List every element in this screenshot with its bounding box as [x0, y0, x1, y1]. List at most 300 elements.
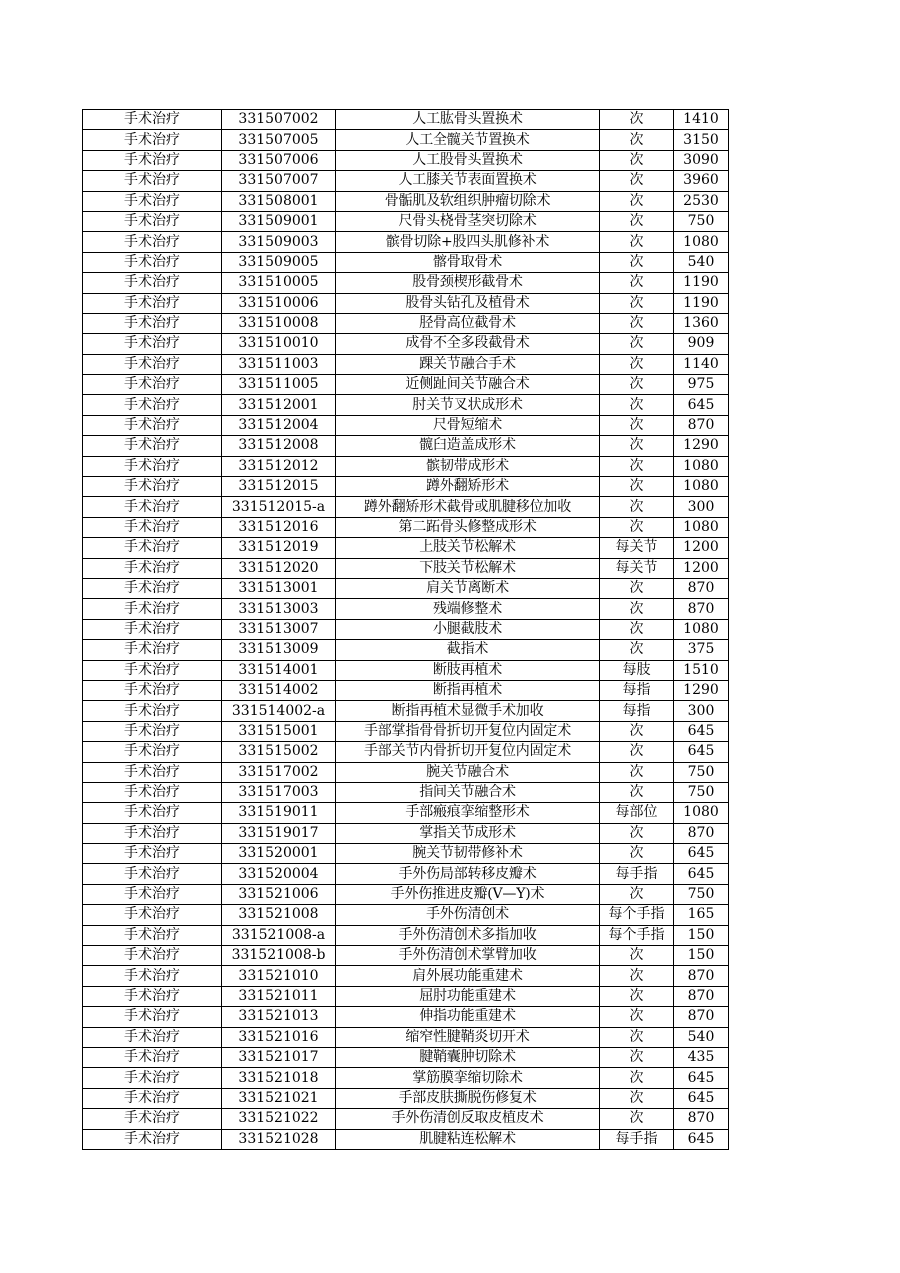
price-cell[interactable]: 645	[674, 742, 729, 762]
table-row	[83, 171, 729, 191]
item-name-cell[interactable]: 断肢再植术	[336, 660, 600, 680]
category-cell[interactable]: 手术治疗	[83, 1007, 222, 1027]
unit-cell[interactable]: 次	[600, 844, 674, 864]
unit-cell[interactable]: 次	[600, 477, 674, 497]
item-name-cell[interactable]: 手外伤推进皮瓣(V—Y)术	[336, 884, 600, 904]
table-row	[83, 864, 729, 884]
category-cell[interactable]: 手术治疗	[83, 660, 222, 680]
table-row	[83, 803, 729, 823]
item-name-cell[interactable]: 人工膝关节表面置换术	[336, 171, 600, 191]
unit-cell[interactable]: 次	[600, 313, 674, 333]
table-row	[83, 477, 729, 497]
category-cell[interactable]: 手术治疗	[83, 619, 222, 639]
price-cell[interactable]: 975	[674, 375, 729, 395]
code-cell[interactable]: 331521016	[222, 1027, 336, 1047]
price-cell[interactable]: 750	[674, 884, 729, 904]
unit-cell[interactable]: 次	[600, 1088, 674, 1108]
category-cell[interactable]: 手术治疗	[83, 701, 222, 721]
table-body	[83, 110, 729, 1150]
category-cell[interactable]: 手术治疗	[83, 1027, 222, 1047]
unit-cell[interactable]: 次	[600, 986, 674, 1006]
item-name-cell[interactable]: 断指再植术	[336, 680, 600, 700]
table-row	[83, 619, 729, 639]
category-cell[interactable]: 手术治疗	[83, 538, 222, 558]
item-name-cell[interactable]: 人工肱骨头置换术	[336, 110, 600, 130]
unit-cell[interactable]: 次	[600, 273, 674, 293]
category-cell[interactable]: 手术治疗	[83, 946, 222, 966]
category-cell[interactable]: 手术治疗	[83, 313, 222, 333]
price-cell[interactable]: 645	[674, 1129, 729, 1149]
table-row	[83, 905, 729, 925]
code-cell[interactable]: 331521010	[222, 966, 336, 986]
category-cell[interactable]: 手术治疗	[83, 477, 222, 497]
price-cell[interactable]: 1080	[674, 477, 729, 497]
category-cell[interactable]: 手术治疗	[83, 211, 222, 231]
category-cell[interactable]: 手术治疗	[83, 864, 222, 884]
price-cell[interactable]: 645	[674, 721, 729, 741]
item-name-cell[interactable]: 残端修整术	[336, 599, 600, 619]
price-cell[interactable]: 1190	[674, 273, 729, 293]
item-name-cell[interactable]: 肌腱粘连松解术	[336, 1129, 600, 1149]
category-cell[interactable]: 手术治疗	[83, 232, 222, 252]
category-cell[interactable]: 手术治疗	[83, 273, 222, 293]
item-name-cell[interactable]: 小腿截肢术	[336, 619, 600, 639]
category-cell[interactable]: 手术治疗	[83, 558, 222, 578]
unit-cell[interactable]: 次	[600, 232, 674, 252]
price-cell[interactable]: 870	[674, 415, 729, 435]
code-cell[interactable]: 331521013	[222, 1007, 336, 1027]
category-cell[interactable]: 手术治疗	[83, 354, 222, 374]
item-name-cell[interactable]: 成骨不全多段截骨术	[336, 334, 600, 354]
price-cell[interactable]: 870	[674, 599, 729, 619]
unit-cell[interactable]: 每个手指	[600, 925, 674, 945]
category-cell[interactable]: 手术治疗	[83, 497, 222, 517]
price-cell[interactable]: 435	[674, 1047, 729, 1067]
item-name-cell[interactable]: 指间关节融合术	[336, 782, 600, 802]
item-name-cell[interactable]: 手部关节内骨折切开复位内固定术	[336, 742, 600, 762]
unit-cell[interactable]: 次	[600, 110, 674, 130]
table-row	[83, 1129, 729, 1149]
code-cell[interactable]: 331515002	[222, 742, 336, 762]
unit-cell[interactable]: 次	[600, 1109, 674, 1129]
price-cell[interactable]: 1290	[674, 680, 729, 700]
item-name-cell[interactable]: 掌筋膜挛缩切除术	[336, 1068, 600, 1088]
table-row	[83, 313, 729, 333]
code-cell[interactable]: 331512016	[222, 517, 336, 537]
unit-cell[interactable]: 次	[600, 578, 674, 598]
item-name-cell[interactable]: 髂骨取骨术	[336, 252, 600, 272]
item-name-cell[interactable]: 人工股骨头置换术	[336, 150, 600, 170]
table-row	[83, 191, 729, 211]
price-cell[interactable]: 300	[674, 701, 729, 721]
code-cell[interactable]: 331507007	[222, 171, 336, 191]
category-cell[interactable]: 手术治疗	[83, 1088, 222, 1108]
table-row	[83, 966, 729, 986]
price-cell[interactable]: 300	[674, 497, 729, 517]
price-cell[interactable]: 645	[674, 395, 729, 415]
code-cell[interactable]: 331512001	[222, 395, 336, 415]
unit-cell[interactable]: 次	[600, 742, 674, 762]
unit-cell[interactable]: 次	[600, 191, 674, 211]
unit-cell[interactable]: 每指	[600, 680, 674, 700]
table-row	[83, 497, 729, 517]
unit-cell[interactable]: 次	[600, 599, 674, 619]
price-cell[interactable]: 750	[674, 782, 729, 802]
category-cell[interactable]: 手术治疗	[83, 517, 222, 537]
table-row	[83, 578, 729, 598]
table-row	[83, 517, 729, 537]
unit-cell[interactable]: 次	[600, 171, 674, 191]
code-cell[interactable]: 331507002	[222, 110, 336, 130]
price-cell[interactable]: 150	[674, 925, 729, 945]
item-name-cell[interactable]: 掌指关节成形术	[336, 823, 600, 843]
table-row	[83, 884, 729, 904]
category-cell[interactable]: 手术治疗	[83, 599, 222, 619]
code-cell[interactable]: 331512019	[222, 538, 336, 558]
price-cell[interactable]: 645	[674, 1068, 729, 1088]
unit-cell[interactable]: 次	[600, 252, 674, 272]
item-name-cell[interactable]: 蹲外翻矫形术截骨或肌腱移位加收	[336, 497, 600, 517]
price-cell[interactable]: 909	[674, 334, 729, 354]
table-row	[83, 538, 729, 558]
category-cell[interactable]: 手术治疗	[83, 640, 222, 660]
code-cell[interactable]: 331512020	[222, 558, 336, 578]
code-cell[interactable]: 331521006	[222, 884, 336, 904]
table-row	[83, 130, 729, 150]
table-row	[83, 375, 729, 395]
item-name-cell[interactable]: 伸指功能重建术	[336, 1007, 600, 1027]
code-cell[interactable]: 331521008	[222, 905, 336, 925]
price-cell[interactable]: 1360	[674, 313, 729, 333]
price-cell[interactable]: 375	[674, 640, 729, 660]
price-cell[interactable]: 540	[674, 1027, 729, 1047]
unit-cell[interactable]: 次	[600, 619, 674, 639]
unit-cell[interactable]: 每肢	[600, 660, 674, 680]
table-row	[83, 1047, 729, 1067]
item-name-cell[interactable]: 缩窄性腱鞘炎切开术	[336, 1027, 600, 1047]
code-cell[interactable]: 331520001	[222, 844, 336, 864]
price-cell[interactable]: 2530	[674, 191, 729, 211]
item-name-cell[interactable]: 踝关节融合手术	[336, 354, 600, 374]
unit-cell[interactable]: 次	[600, 823, 674, 843]
unit-cell[interactable]: 次	[600, 354, 674, 374]
item-name-cell[interactable]: 手部皮肤撕脱伤修复术	[336, 1088, 600, 1108]
code-cell[interactable]: 331521022	[222, 1109, 336, 1129]
table-row	[83, 701, 729, 721]
item-name-cell[interactable]: 手外伤清创术多指加收	[336, 925, 600, 945]
unit-cell[interactable]: 每个手指	[600, 905, 674, 925]
unit-cell[interactable]: 每部位	[600, 803, 674, 823]
category-cell[interactable]: 手术治疗	[83, 456, 222, 476]
code-cell[interactable]: 331514002	[222, 680, 336, 700]
table-row	[83, 415, 729, 435]
price-cell[interactable]: 1200	[674, 538, 729, 558]
table-row	[83, 721, 729, 741]
unit-cell[interactable]: 次	[600, 517, 674, 537]
category-cell[interactable]: 手术治疗	[83, 191, 222, 211]
category-cell[interactable]: 手术治疗	[83, 844, 222, 864]
item-name-cell[interactable]: 髋臼造盖成形术	[336, 436, 600, 456]
code-cell[interactable]: 331517002	[222, 762, 336, 782]
category-cell[interactable]: 手术治疗	[83, 742, 222, 762]
table-row	[83, 395, 729, 415]
category-cell[interactable]: 手术治疗	[83, 803, 222, 823]
category-cell[interactable]: 手术治疗	[83, 884, 222, 904]
item-name-cell[interactable]: 胫骨高位截骨术	[336, 313, 600, 333]
category-cell[interactable]: 手术治疗	[83, 395, 222, 415]
item-name-cell[interactable]: 肩外展功能重建术	[336, 966, 600, 986]
table-row	[83, 334, 729, 354]
code-cell[interactable]: 331521008-a	[222, 925, 336, 945]
item-name-cell[interactable]: 腕关节韧带修补术	[336, 844, 600, 864]
category-cell[interactable]: 手术治疗	[83, 762, 222, 782]
item-name-cell[interactable]: 腕关节融合术	[336, 762, 600, 782]
price-cell[interactable]: 750	[674, 211, 729, 231]
code-cell[interactable]: 331510008	[222, 313, 336, 333]
code-cell[interactable]: 331510005	[222, 273, 336, 293]
category-cell[interactable]: 手术治疗	[83, 110, 222, 130]
code-cell[interactable]: 331513007	[222, 619, 336, 639]
category-cell[interactable]: 手术治疗	[83, 1047, 222, 1067]
price-cell[interactable]: 1080	[674, 456, 729, 476]
table-row	[83, 456, 729, 476]
price-cell[interactable]: 1410	[674, 110, 729, 130]
price-cell[interactable]: 1200	[674, 558, 729, 578]
code-cell[interactable]: 331514002-a	[222, 701, 336, 721]
code-cell[interactable]: 331507005	[222, 130, 336, 150]
table-row	[83, 1109, 729, 1129]
code-cell[interactable]: 331510010	[222, 334, 336, 354]
unit-cell[interactable]: 次	[600, 130, 674, 150]
price-cell[interactable]: 1190	[674, 293, 729, 313]
code-cell[interactable]: 331510006	[222, 293, 336, 313]
price-cell[interactable]: 870	[674, 578, 729, 598]
item-name-cell[interactable]: 上肢关节松解术	[336, 538, 600, 558]
item-name-cell[interactable]: 屈肘功能重建术	[336, 986, 600, 1006]
category-cell[interactable]: 手术治疗	[83, 293, 222, 313]
table-row	[83, 293, 729, 313]
code-cell[interactable]: 331509001	[222, 211, 336, 231]
unit-cell[interactable]: 每关节	[600, 558, 674, 578]
price-cell[interactable]: 1290	[674, 436, 729, 456]
unit-cell[interactable]: 次	[600, 334, 674, 354]
item-name-cell[interactable]: 尺骨短缩术	[336, 415, 600, 435]
item-name-cell[interactable]: 截指术	[336, 640, 600, 660]
unit-cell[interactable]: 每手指	[600, 1129, 674, 1149]
unit-cell[interactable]: 次	[600, 211, 674, 231]
item-name-cell[interactable]: 手部瘢痕挛缩整形术	[336, 803, 600, 823]
unit-cell[interactable]: 次	[600, 375, 674, 395]
item-name-cell[interactable]: 手外伤清创术掌臂加收	[336, 946, 600, 966]
code-cell[interactable]: 331517003	[222, 782, 336, 802]
price-cell[interactable]: 150	[674, 946, 729, 966]
code-cell[interactable]: 331514001	[222, 660, 336, 680]
category-cell[interactable]: 手术治疗	[83, 905, 222, 925]
unit-cell[interactable]: 次	[600, 1068, 674, 1088]
item-name-cell[interactable]: 腱鞘囊肿切除术	[336, 1047, 600, 1067]
unit-cell[interactable]: 次	[600, 721, 674, 741]
item-name-cell[interactable]: 手外伤清创术	[336, 905, 600, 925]
code-cell[interactable]: 331521008-b	[222, 946, 336, 966]
item-name-cell[interactable]: 髌骨切除+股四头肌修补术	[336, 232, 600, 252]
table-row	[83, 232, 729, 252]
table-row	[83, 211, 729, 231]
code-cell[interactable]: 331512015	[222, 477, 336, 497]
code-cell[interactable]: 331511003	[222, 354, 336, 374]
unit-cell[interactable]: 次	[600, 782, 674, 802]
price-cell[interactable]: 3150	[674, 130, 729, 150]
category-cell[interactable]: 手术治疗	[83, 1068, 222, 1088]
category-cell[interactable]: 手术治疗	[83, 334, 222, 354]
unit-cell[interactable]: 次	[600, 395, 674, 415]
item-name-cell[interactable]: 手外伤清创反取皮植皮术	[336, 1109, 600, 1129]
price-cell[interactable]: 1080	[674, 619, 729, 639]
price-cell[interactable]: 645	[674, 844, 729, 864]
code-cell[interactable]: 331512008	[222, 436, 336, 456]
table-row	[83, 925, 729, 945]
item-name-cell[interactable]: 断指再植术显微手术加收	[336, 701, 600, 721]
unit-cell[interactable]: 次	[600, 884, 674, 904]
unit-cell[interactable]: 次	[600, 966, 674, 986]
code-cell[interactable]: 331521021	[222, 1088, 336, 1108]
item-name-cell[interactable]: 股骨颈楔形截骨术	[336, 273, 600, 293]
item-name-cell[interactable]: 骨骺肌及软组织肿瘤切除术	[336, 191, 600, 211]
table-row	[83, 986, 729, 1006]
price-cell[interactable]: 870	[674, 1007, 729, 1027]
category-cell[interactable]: 手术治疗	[83, 252, 222, 272]
category-cell[interactable]: 手术治疗	[83, 150, 222, 170]
price-cell[interactable]: 1080	[674, 803, 729, 823]
table-row	[83, 640, 729, 660]
unit-cell[interactable]: 次	[600, 1047, 674, 1067]
table-row	[83, 1068, 729, 1088]
price-table	[82, 109, 729, 1150]
category-cell[interactable]: 手术治疗	[83, 721, 222, 741]
code-cell[interactable]: 331513001	[222, 578, 336, 598]
unit-cell[interactable]: 次	[600, 497, 674, 517]
category-cell[interactable]: 手术治疗	[83, 171, 222, 191]
code-cell[interactable]: 331521017	[222, 1047, 336, 1067]
price-cell[interactable]: 1140	[674, 354, 729, 374]
price-cell[interactable]: 870	[674, 1109, 729, 1129]
unit-cell[interactable]: 每关节	[600, 538, 674, 558]
code-cell[interactable]: 331513009	[222, 640, 336, 660]
code-cell[interactable]: 331519011	[222, 803, 336, 823]
category-cell[interactable]: 手术治疗	[83, 986, 222, 1006]
category-cell[interactable]: 手术治疗	[83, 130, 222, 150]
table-row	[83, 436, 729, 456]
table-row	[83, 782, 729, 802]
code-cell[interactable]: 331512015-a	[222, 497, 336, 517]
code-cell[interactable]: 331513003	[222, 599, 336, 619]
code-cell[interactable]: 331521011	[222, 986, 336, 1006]
unit-cell[interactable]: 次	[600, 946, 674, 966]
code-cell[interactable]: 331509003	[222, 232, 336, 252]
table-row	[83, 742, 729, 762]
table-row	[83, 660, 729, 680]
price-cell[interactable]: 870	[674, 966, 729, 986]
price-cell[interactable]: 870	[674, 986, 729, 1006]
code-cell[interactable]: 331512004	[222, 415, 336, 435]
category-cell[interactable]: 手术治疗	[83, 823, 222, 843]
category-cell[interactable]: 手术治疗	[83, 925, 222, 945]
unit-cell[interactable]: 次	[600, 436, 674, 456]
item-name-cell[interactable]: 下肢关节松解术	[336, 558, 600, 578]
item-name-cell[interactable]: 髌韧带成形术	[336, 456, 600, 476]
item-name-cell[interactable]: 蹲外翻矫形术	[336, 477, 600, 497]
item-name-cell[interactable]: 手部掌指骨骨折切开复位内固定术	[336, 721, 600, 741]
code-cell[interactable]: 331507006	[222, 150, 336, 170]
code-cell[interactable]: 331511005	[222, 375, 336, 395]
table-row	[83, 946, 729, 966]
price-cell[interactable]: 1080	[674, 232, 729, 252]
unit-cell[interactable]: 次	[600, 415, 674, 435]
code-cell[interactable]: 331515001	[222, 721, 336, 741]
item-name-cell[interactable]: 手外伤局部转移皮瓣术	[336, 864, 600, 884]
code-cell[interactable]: 331521028	[222, 1129, 336, 1149]
table-row	[83, 680, 729, 700]
item-name-cell[interactable]: 尺骨头桡骨茎突切除术	[336, 211, 600, 231]
category-cell[interactable]: 手术治疗	[83, 680, 222, 700]
price-cell[interactable]: 1080	[674, 517, 729, 537]
unit-cell[interactable]: 次	[600, 640, 674, 660]
item-name-cell[interactable]: 股骨头钻孔及植骨术	[336, 293, 600, 313]
unit-cell[interactable]: 每手指	[600, 864, 674, 884]
code-cell[interactable]: 331508001	[222, 191, 336, 211]
unit-cell[interactable]: 次	[600, 1007, 674, 1027]
table-row	[83, 1027, 729, 1047]
unit-cell[interactable]: 次	[600, 762, 674, 782]
code-cell[interactable]: 331521018	[222, 1068, 336, 1088]
price-cell[interactable]: 750	[674, 762, 729, 782]
category-cell[interactable]: 手术治疗	[83, 578, 222, 598]
table-row	[83, 273, 729, 293]
item-name-cell[interactable]: 肘关节叉状成形术	[336, 395, 600, 415]
price-cell[interactable]: 165	[674, 905, 729, 925]
price-cell[interactable]: 645	[674, 864, 729, 884]
table-row	[83, 110, 729, 130]
category-cell[interactable]: 手术治疗	[83, 1109, 222, 1129]
price-cell[interactable]: 540	[674, 252, 729, 272]
category-cell[interactable]: 手术治疗	[83, 375, 222, 395]
item-name-cell[interactable]: 近侧趾间关节融合术	[336, 375, 600, 395]
price-cell[interactable]: 3090	[674, 150, 729, 170]
category-cell[interactable]: 手术治疗	[83, 436, 222, 456]
item-name-cell[interactable]: 第二跖骨头修整成形术	[336, 517, 600, 537]
item-name-cell[interactable]: 人工全髋关节置换术	[336, 130, 600, 150]
unit-cell[interactable]: 次	[600, 456, 674, 476]
price-cell[interactable]: 645	[674, 1088, 729, 1108]
category-cell[interactable]: 手术治疗	[83, 782, 222, 802]
item-name-cell[interactable]: 肩关节离断术	[336, 578, 600, 598]
unit-cell[interactable]: 每指	[600, 701, 674, 721]
code-cell[interactable]: 331509005	[222, 252, 336, 272]
price-cell[interactable]: 870	[674, 823, 729, 843]
table-row	[83, 844, 729, 864]
code-cell[interactable]: 331520004	[222, 864, 336, 884]
table-row	[83, 823, 729, 843]
code-cell[interactable]: 331512012	[222, 456, 336, 476]
category-cell[interactable]: 手术治疗	[83, 1129, 222, 1149]
category-cell[interactable]: 手术治疗	[83, 966, 222, 986]
category-cell[interactable]: 手术治疗	[83, 415, 222, 435]
code-cell[interactable]: 331519017	[222, 823, 336, 843]
unit-cell[interactable]: 次	[600, 293, 674, 313]
price-cell[interactable]: 3960	[674, 171, 729, 191]
unit-cell[interactable]: 次	[600, 1027, 674, 1047]
price-cell[interactable]: 1510	[674, 660, 729, 680]
unit-cell[interactable]: 次	[600, 150, 674, 170]
